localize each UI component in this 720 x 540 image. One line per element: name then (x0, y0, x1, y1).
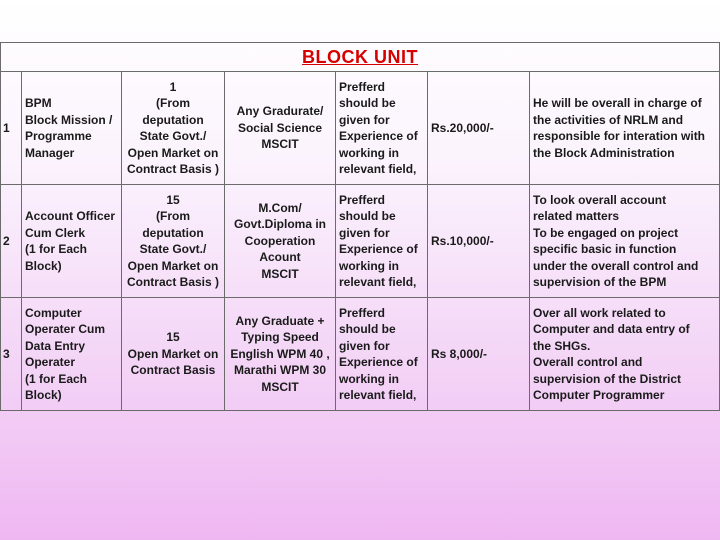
block-unit-slide (0, 42, 720, 454)
post-name-cell (22, 72, 122, 185)
qualification-cell (225, 185, 336, 298)
cell-text-line: working in (339, 145, 399, 160)
row-number: 2 (1, 185, 22, 298)
cell-text-line: relevant field, (339, 388, 417, 402)
cell-text-line: Contract Basis ) (126, 162, 220, 176)
cell-text-line: deputation (142, 225, 204, 240)
cell-text-line: M.Com/ (258, 200, 302, 215)
post-name-cell (22, 298, 122, 411)
table-row (1, 72, 720, 185)
cell-text-line: relevant field, (339, 275, 417, 289)
table-row (1, 298, 720, 411)
cell-text-line: (From (156, 96, 190, 110)
cell-text-line: To be engaged on project (533, 225, 679, 240)
cell-text-line: Social Science (237, 120, 323, 135)
post-count-cell (122, 185, 225, 298)
cell-text-line: Prefferd (339, 305, 386, 320)
row-number: 3 (1, 298, 22, 411)
cell-text-line: Typing Speed (241, 330, 319, 345)
post-count-cell (122, 298, 225, 411)
cell-text-line: MSCIT (261, 266, 299, 281)
table-row (1, 185, 720, 298)
cell-text-line: Experience of (339, 129, 418, 143)
cell-text-line: 15 (166, 192, 180, 207)
cell-text-line: Open Market on (127, 346, 219, 361)
cell-text-line: Contract Basis ) (126, 275, 220, 289)
cell-text-line: Manager (25, 145, 75, 160)
cell-text-line: deputation (142, 112, 204, 127)
qualification-cell (225, 72, 336, 185)
cell-text-line: Cooperation (244, 233, 316, 248)
cell-text-line: should be (339, 322, 396, 336)
salary-cell: Rs 8,000/- (428, 298, 530, 411)
cell-text-line: He will be overall in charge of (533, 96, 702, 110)
table-title: BLOCK UNIT (302, 46, 419, 67)
cell-text-line: Acount (259, 250, 301, 265)
cell-text-line: 15 (166, 330, 180, 345)
post-name-cell (22, 185, 122, 298)
cell-text-line: State Govt./ (139, 129, 207, 143)
cell-text-line: given for (339, 112, 390, 127)
cell-text-line: Any Gradurate/ (236, 104, 324, 119)
row-number: 1 (1, 72, 22, 185)
cell-text-line: under the overall control and (533, 258, 699, 273)
experience-cell (336, 185, 428, 298)
cell-text-line: should be (339, 209, 396, 223)
cell-text-line: Contract Basis (130, 363, 216, 378)
cell-text-line: Computer Programmer (533, 388, 665, 402)
cell-text-line: Experience of (339, 355, 418, 369)
cell-text-line: working in (339, 371, 399, 386)
salary-cell: Rs.10,000/- (428, 185, 530, 298)
responsibilities-cell (530, 72, 720, 185)
qualification-cell (225, 298, 336, 411)
cell-text-line: Open Market on (127, 258, 219, 273)
cell-text-line: Programme (25, 129, 92, 143)
cell-text-line: (1 for Each (25, 371, 88, 386)
cell-text-line: Overall control and (533, 355, 643, 369)
responsibilities-cell (530, 185, 720, 298)
cell-text-line: Block Mission / (25, 112, 113, 127)
cell-text-line: Operater Cum (25, 322, 106, 336)
cell-text-line: Over all work related to (533, 305, 666, 320)
cell-text-line: Block) (25, 388, 62, 402)
cell-text-line: responsible for interation with (533, 129, 706, 143)
cell-text-line: Experience of (339, 242, 418, 256)
cell-text-line: Prefferd (339, 79, 386, 94)
cell-text-line: Cum Clerk (25, 225, 86, 240)
cell-text-line: given for (339, 225, 390, 240)
cell-text-line: Account Officer (25, 209, 116, 223)
cell-text-line: the activities of NRLM and (533, 112, 684, 127)
cell-text-line: English WPM 40 , (230, 346, 330, 361)
cell-text-line: related matters (533, 209, 620, 223)
cell-text-line: Prefferd (339, 192, 386, 207)
cell-text-line: Open Market on (127, 145, 219, 160)
cell-text-line: To look overall account (533, 192, 667, 207)
experience-cell (336, 298, 428, 411)
salary-cell: Rs.20,000/- (428, 72, 530, 185)
cell-text-line: State Govt./ (139, 242, 207, 256)
responsibilities-cell (530, 298, 720, 411)
cell-text-line: relevant field, (339, 162, 417, 176)
cell-text-line: (1 for Each (25, 242, 88, 256)
cell-text-line: should be (339, 96, 396, 110)
cell-text-line: the SHGs. (533, 338, 591, 353)
cell-text-line: working in (339, 258, 399, 273)
block-unit-table (0, 42, 720, 411)
cell-text-line: BPM (25, 96, 52, 110)
cell-text-line: Computer (25, 305, 82, 320)
table-title-cell (1, 43, 720, 72)
cell-text-line: Data Entry (25, 338, 86, 353)
cell-text-line: 1 (169, 79, 177, 94)
cell-text-line: Operater (25, 355, 76, 369)
post-count-cell (122, 72, 225, 185)
cell-text-line: (From (156, 209, 190, 223)
cell-text-line: supervision of the BPM (533, 275, 667, 289)
cell-text-line: Block) (25, 258, 62, 273)
experience-cell (336, 72, 428, 185)
cell-text-line: specific basic in function (533, 242, 677, 256)
cell-text-line: MSCIT (261, 379, 299, 394)
cell-text-line: Any Graduate + (235, 313, 325, 328)
cell-text-line: Govt.Diploma in (233, 217, 326, 232)
table-title-row (1, 43, 720, 72)
cell-text-line: supervision of the District (533, 371, 682, 386)
cell-text-line: Computer and data entry of (533, 322, 690, 336)
cell-text-line: given for (339, 338, 390, 353)
cell-text-line: the Block Administration (533, 145, 675, 160)
cell-text-line: Marathi WPM 30 (233, 363, 326, 378)
cell-text-line: MSCIT (261, 137, 299, 152)
